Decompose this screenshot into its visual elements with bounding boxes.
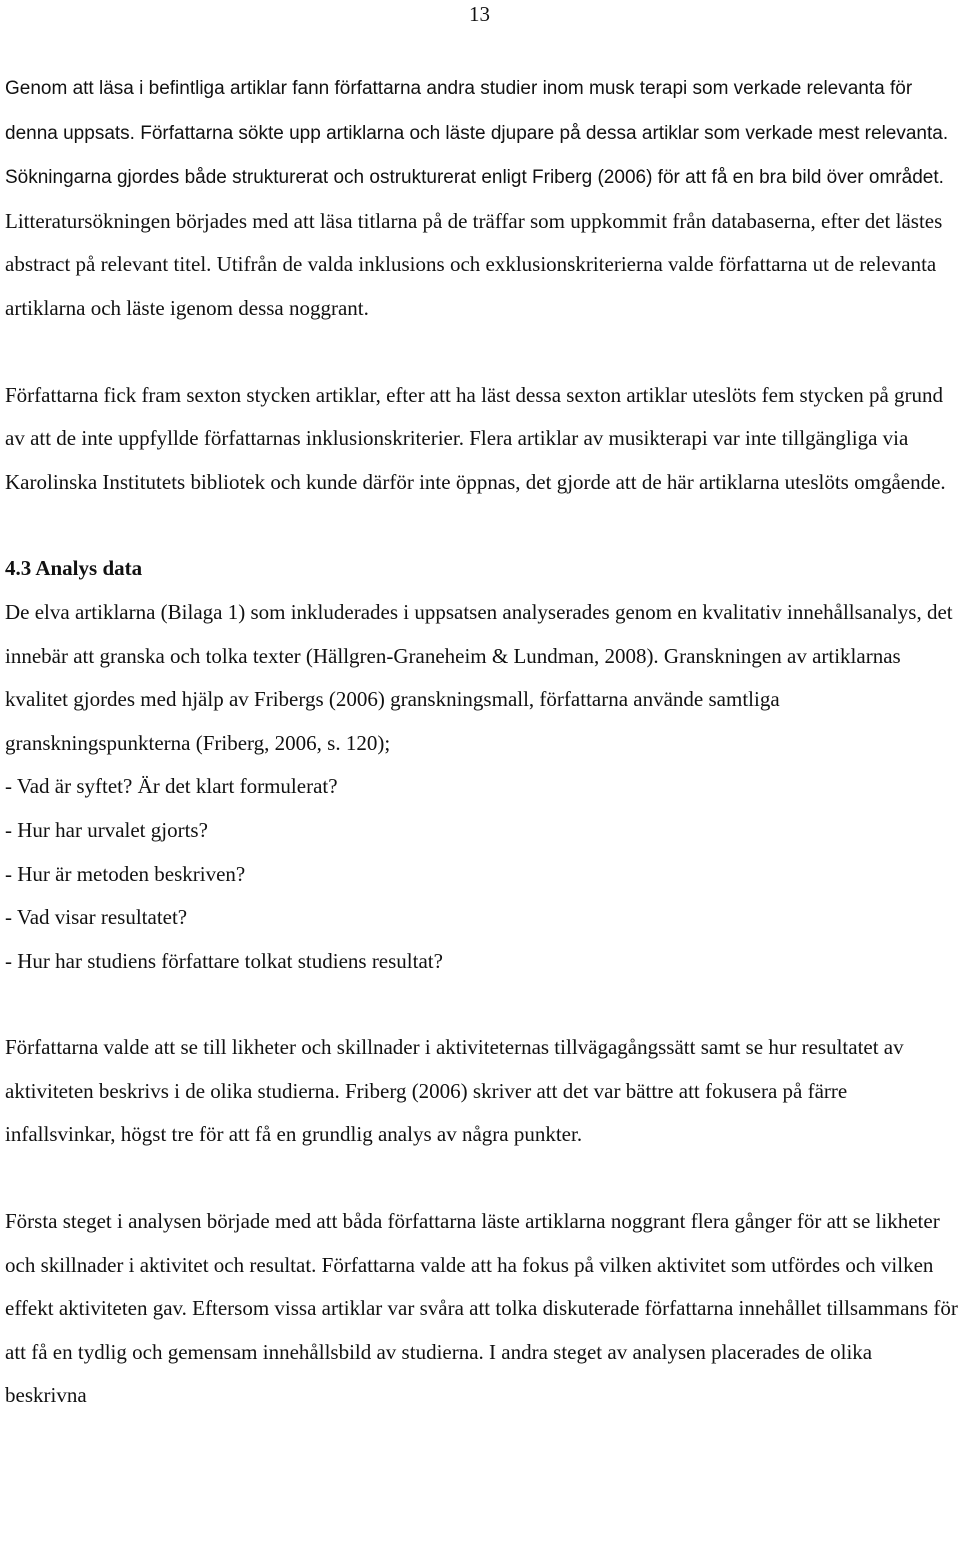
list-item: - Vad visar resultatet? bbox=[5, 905, 188, 930]
paragraph-literature-search-part1: Genom att läsa i befintliga artiklar fann författarna andra studier inom musk terapi som verkade relevanta för denna uppsats. Författarna sökte upp artiklarna och läste djupare på dessa artiklar som verkade mest relevanta. Sökningarna gjordes både strukturerat och ostrukturerat enligt Friberg (2006) för att få en bra bild över området. bbox=[5, 78, 949, 189]
document-body bbox=[5, 66, 958, 1418]
paragraph-analysis-method: De elva artiklarna (Bilaga 1) som inkluderades i uppsatsen analyserades genom en kvalitativ innehållsanalys, det innebär att granska och tolka texter (Hällgren-Graneheim & Lundman, 2008). Granskningen av artiklarnas kvalitet gjordes med hjälp av Fribergs (2006) granskningsmall, författarna använde samtliga granskningspunkterna (Friberg, 2006, s. 120); bbox=[5, 599, 953, 755]
paragraph-article-selection: Författarna fick fram sexton stycken artiklar, efter att ha läst dessa sexton artiklar uteslöts fem stycken på grund av att de inte uppfyllde författarnas inklusionskriterier. Flera artiklar av musikterapi var inte tillgängliga via Karolinska Institutets bibliotek och kunde därför inte öppnas, det gjorde att de här artiklarna uteslöts omgående. bbox=[5, 382, 946, 494]
review-questions-list bbox=[5, 765, 958, 983]
page-number: 13 bbox=[469, 2, 490, 26]
list-item: - Vad är syftet? Är det klart formulerat? bbox=[5, 774, 338, 799]
section-number: 4. bbox=[5, 556, 21, 581]
paragraph-literature-search-part2: Litteratursökningen börjades med att läsa titlarna på de träffar som uppkommit från databaserna, efter det lästes abstract på relevant titel. Utifrån de valda inklusions och exklusionskriterierna valde författarna ut de relevanta artiklarna och läste igenom dessa noggrant. bbox=[5, 208, 943, 320]
paragraph-literature-search bbox=[5, 66, 958, 331]
list-item: - Hur har studiens författare tolkat studiens resultat? bbox=[5, 948, 443, 973]
list-item: - Hur har urvalet gjorts? bbox=[5, 817, 208, 842]
paragraph-analysis-steps: Första steget i analysen började med att båda författarna läste artiklarna noggrant flera gånger för att se likheter och skillnader i aktivitet och resultat. Författarna valde att ha fokus på vilken aktivitet som utfördes och vilken effekt aktiviteten gav. Eftersom vissa artiklar var svåra att tolka diskuterade författarna innehållet tillsammans för att få en tydlig och gemensam innehållsbild av studierna. I andra steget av analysen placerades de olika beskrivna bbox=[5, 1209, 958, 1408]
list-item: - Hur är metoden beskriven? bbox=[5, 861, 246, 886]
paragraph-comparison-focus: Författarna valde att se till likheter och skillnader i aktiviteternas tillvägagångssätt samt se hur resultatet av aktiviteten beskrivs i de olika studierna. Friberg (2006) skriver att det var bättre att fokusera på färre infallsvinkar, högst tre för att få en grundlig analys av några punkter. bbox=[5, 1035, 904, 1147]
section-title: 3 Analys data bbox=[20, 556, 143, 581]
section-heading-analys-data bbox=[5, 547, 958, 591]
